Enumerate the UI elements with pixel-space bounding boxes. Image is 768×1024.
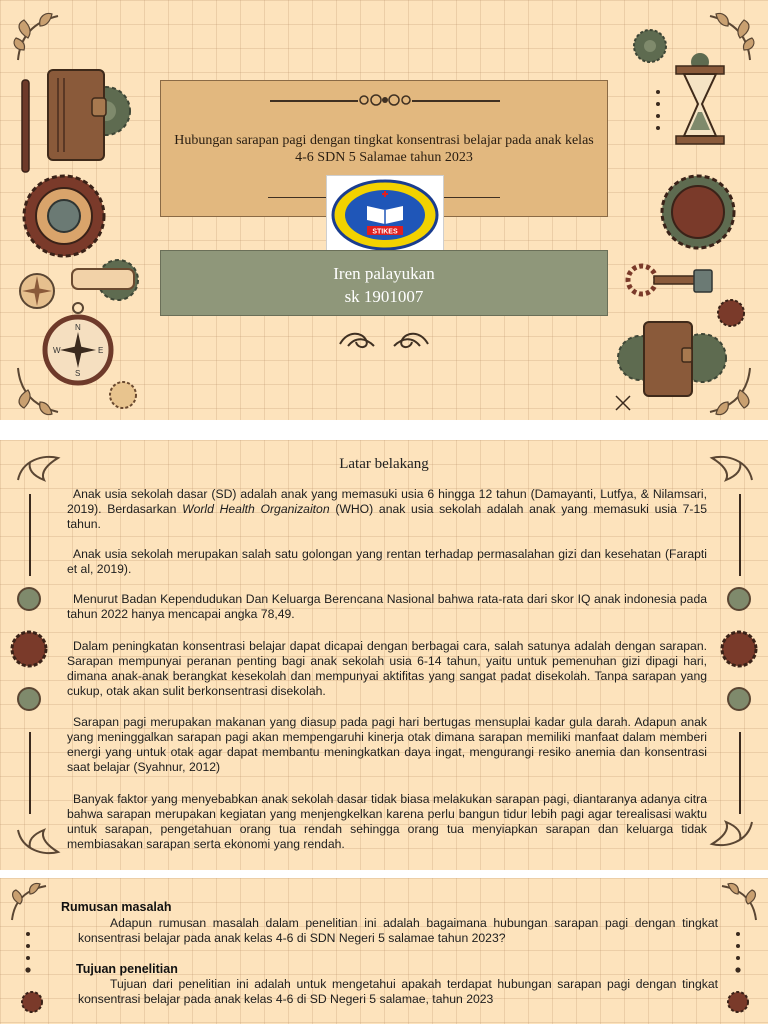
swirl-corner-icon [14,450,62,486]
cover-slide [0,0,768,420]
key-icon [624,262,716,298]
objective-text: Tujuan dari penelitian ini adalah untuk mengetahui apakah terdapat hubungan sarapan pagi dengan tingkat konsentrasi belajar pada anak kelas 4-6 di SD Negeri 5 salamae, tahun 2023 [78,977,718,1006]
paragraph-1-text-b: (WHO) anak usia sekolah adalah anak yang memasuki usia 7-15 tahun. [67,502,708,531]
dots-icon [24,930,32,974]
divider-line-icon [26,492,34,578]
logo-text: STIKES [372,228,398,236]
dots-icon [734,930,742,974]
divider-line-icon [736,492,744,578]
institution-logo [326,175,444,255]
problem-text: Adapun rumusan masalah dalam penelitian ini adalah bagaimana hubungan sarapan pagi dengan tingkat konsentrasi belajar pada anak kelas 4-6 di SDN Negeri 5 salamae tahun 2023? [78,916,718,945]
notebook-icon [642,320,694,398]
divider-line-icon [736,730,744,816]
floral-corner-icon [6,880,52,926]
gear-icon [108,380,138,410]
gear-icon [726,686,752,712]
gear-icon [632,28,668,64]
swirl-corner-icon [708,450,756,486]
gear-icon [16,586,42,612]
background-paragraph-5: Sarapan pagi merupakan makanan yang diasup pada pagi hari bertugas mensuplai kadar gula darah. Adapun anak yang meninggalkan sarapan pagi akan mempengaruhi kinerja otak dimana sarapan memiliki manfaat dalam memberi energi yang untuk otak agar dapat membantu meningkatkan daya ingat, mengurangi resiko anemia dan konsentrasi saat belajar (Syahnur, 2012) [67,715,707,774]
presentation-title: Hubungan sarapan pagi dengan tingkat konsentrasi belajar pada anak kelas 4-6 SDN 5 Salamae tahun 2023 [174,133,594,165]
background-paragraph-1 [67,487,707,532]
title-rule-bottom-right [444,197,500,198]
title-rule-right [412,100,500,102]
gear-icon [22,174,106,258]
objective-heading: Tujuan penelitian [76,962,178,976]
gear-icon [16,686,42,712]
logo-emblem-icon [327,176,443,254]
notebook-icon [46,68,108,162]
floral-corner-icon [10,8,70,68]
swirl-ornament-icon [336,324,432,354]
divider-line-icon [26,730,34,816]
svg-text:W: W [53,346,61,355]
title-rule-bottom-left [268,197,328,198]
gear-icon [720,630,758,668]
svg-text:E: E [98,346,104,355]
dots-icon [654,88,662,130]
scroll-icon [70,266,136,292]
gear-icon [10,630,48,668]
floral-corner-icon [716,880,762,926]
background-heading: Latar belakang [339,456,429,472]
gear-icon [726,586,752,612]
pen-icon [20,78,32,178]
compass-icon [42,302,114,388]
gear-icon [20,990,44,1014]
problem-heading: Rumusan masalah [61,900,172,914]
sparkle-icon [614,394,632,412]
author-name: Iren palayukan [333,264,435,283]
gear-icon [726,990,750,1014]
swirl-corner-icon [708,816,756,852]
ornament-icon [356,90,414,110]
swirl-corner-icon [14,824,62,860]
background-paragraph-6: Banyak faktor yang menyebabkan anak sekolah dasar tidak biasa melakukan sarapan pagi, diantaranya adanya citra bahwa sarapan merupakan kegiatan yang menjengkelkan karena perlu bangun tidur lebih pagi agar terealisasi waktu untuk sarapan, pengetahuan orang tua rendah sehingga orang tua menyiapkan sarapan dan keluarga tidak membiasakan sarapan serta ekonomi yang rendah. [67,792,707,851]
title-rule-left [270,100,358,102]
svg-text:S: S [75,369,81,378]
author-id: sk 1901007 [344,287,424,306]
paragraph-1-text-a: Anak usia sekolah dasar (SD) adalah anak yang memasuki usia 6 hingga 12 tahun (Damayanti, Lutfya, & Nilamsari, 2019). Berdasarkan [67,487,707,516]
background-paragraph-2: Anak usia sekolah merupakan salah satu golongan yang rentan terhadap permasalahan gizi dan kesehatan (Farapti et al, 2019). [67,547,707,576]
svg-text:N: N [75,323,81,332]
gear-icon [660,174,736,250]
paragraph-1-emphasis: World Health Organizaiton [182,502,330,516]
background-paragraph-4: Dalam peningkatan konsentrasi belajar dapat dicapai dengan berbagai cara, salah satunya adalah dengan sarapan. Sarapan mempunyai peranan penting bagi anak sekolah usia 6-14 tahun, yaitu untuk pemenuhan gizi dipagi hari, dimana anak-anak berangkat kesekolah dan mempunyai aktifitas yang sangat padat disekolah. Tanpa sarapan yang cukup, otak akan sulit berkonsentrasi disekolah. [67,639,707,698]
background-paragraph-3: Menurut Badan Kependudukan Dan Keluarga Berencana Nasional bahwa rata-rata dari skor IQ anak indonesia pada tahun 2022 hanya mencapai angka 78,49. [67,592,707,621]
hourglass-icon [674,52,726,148]
